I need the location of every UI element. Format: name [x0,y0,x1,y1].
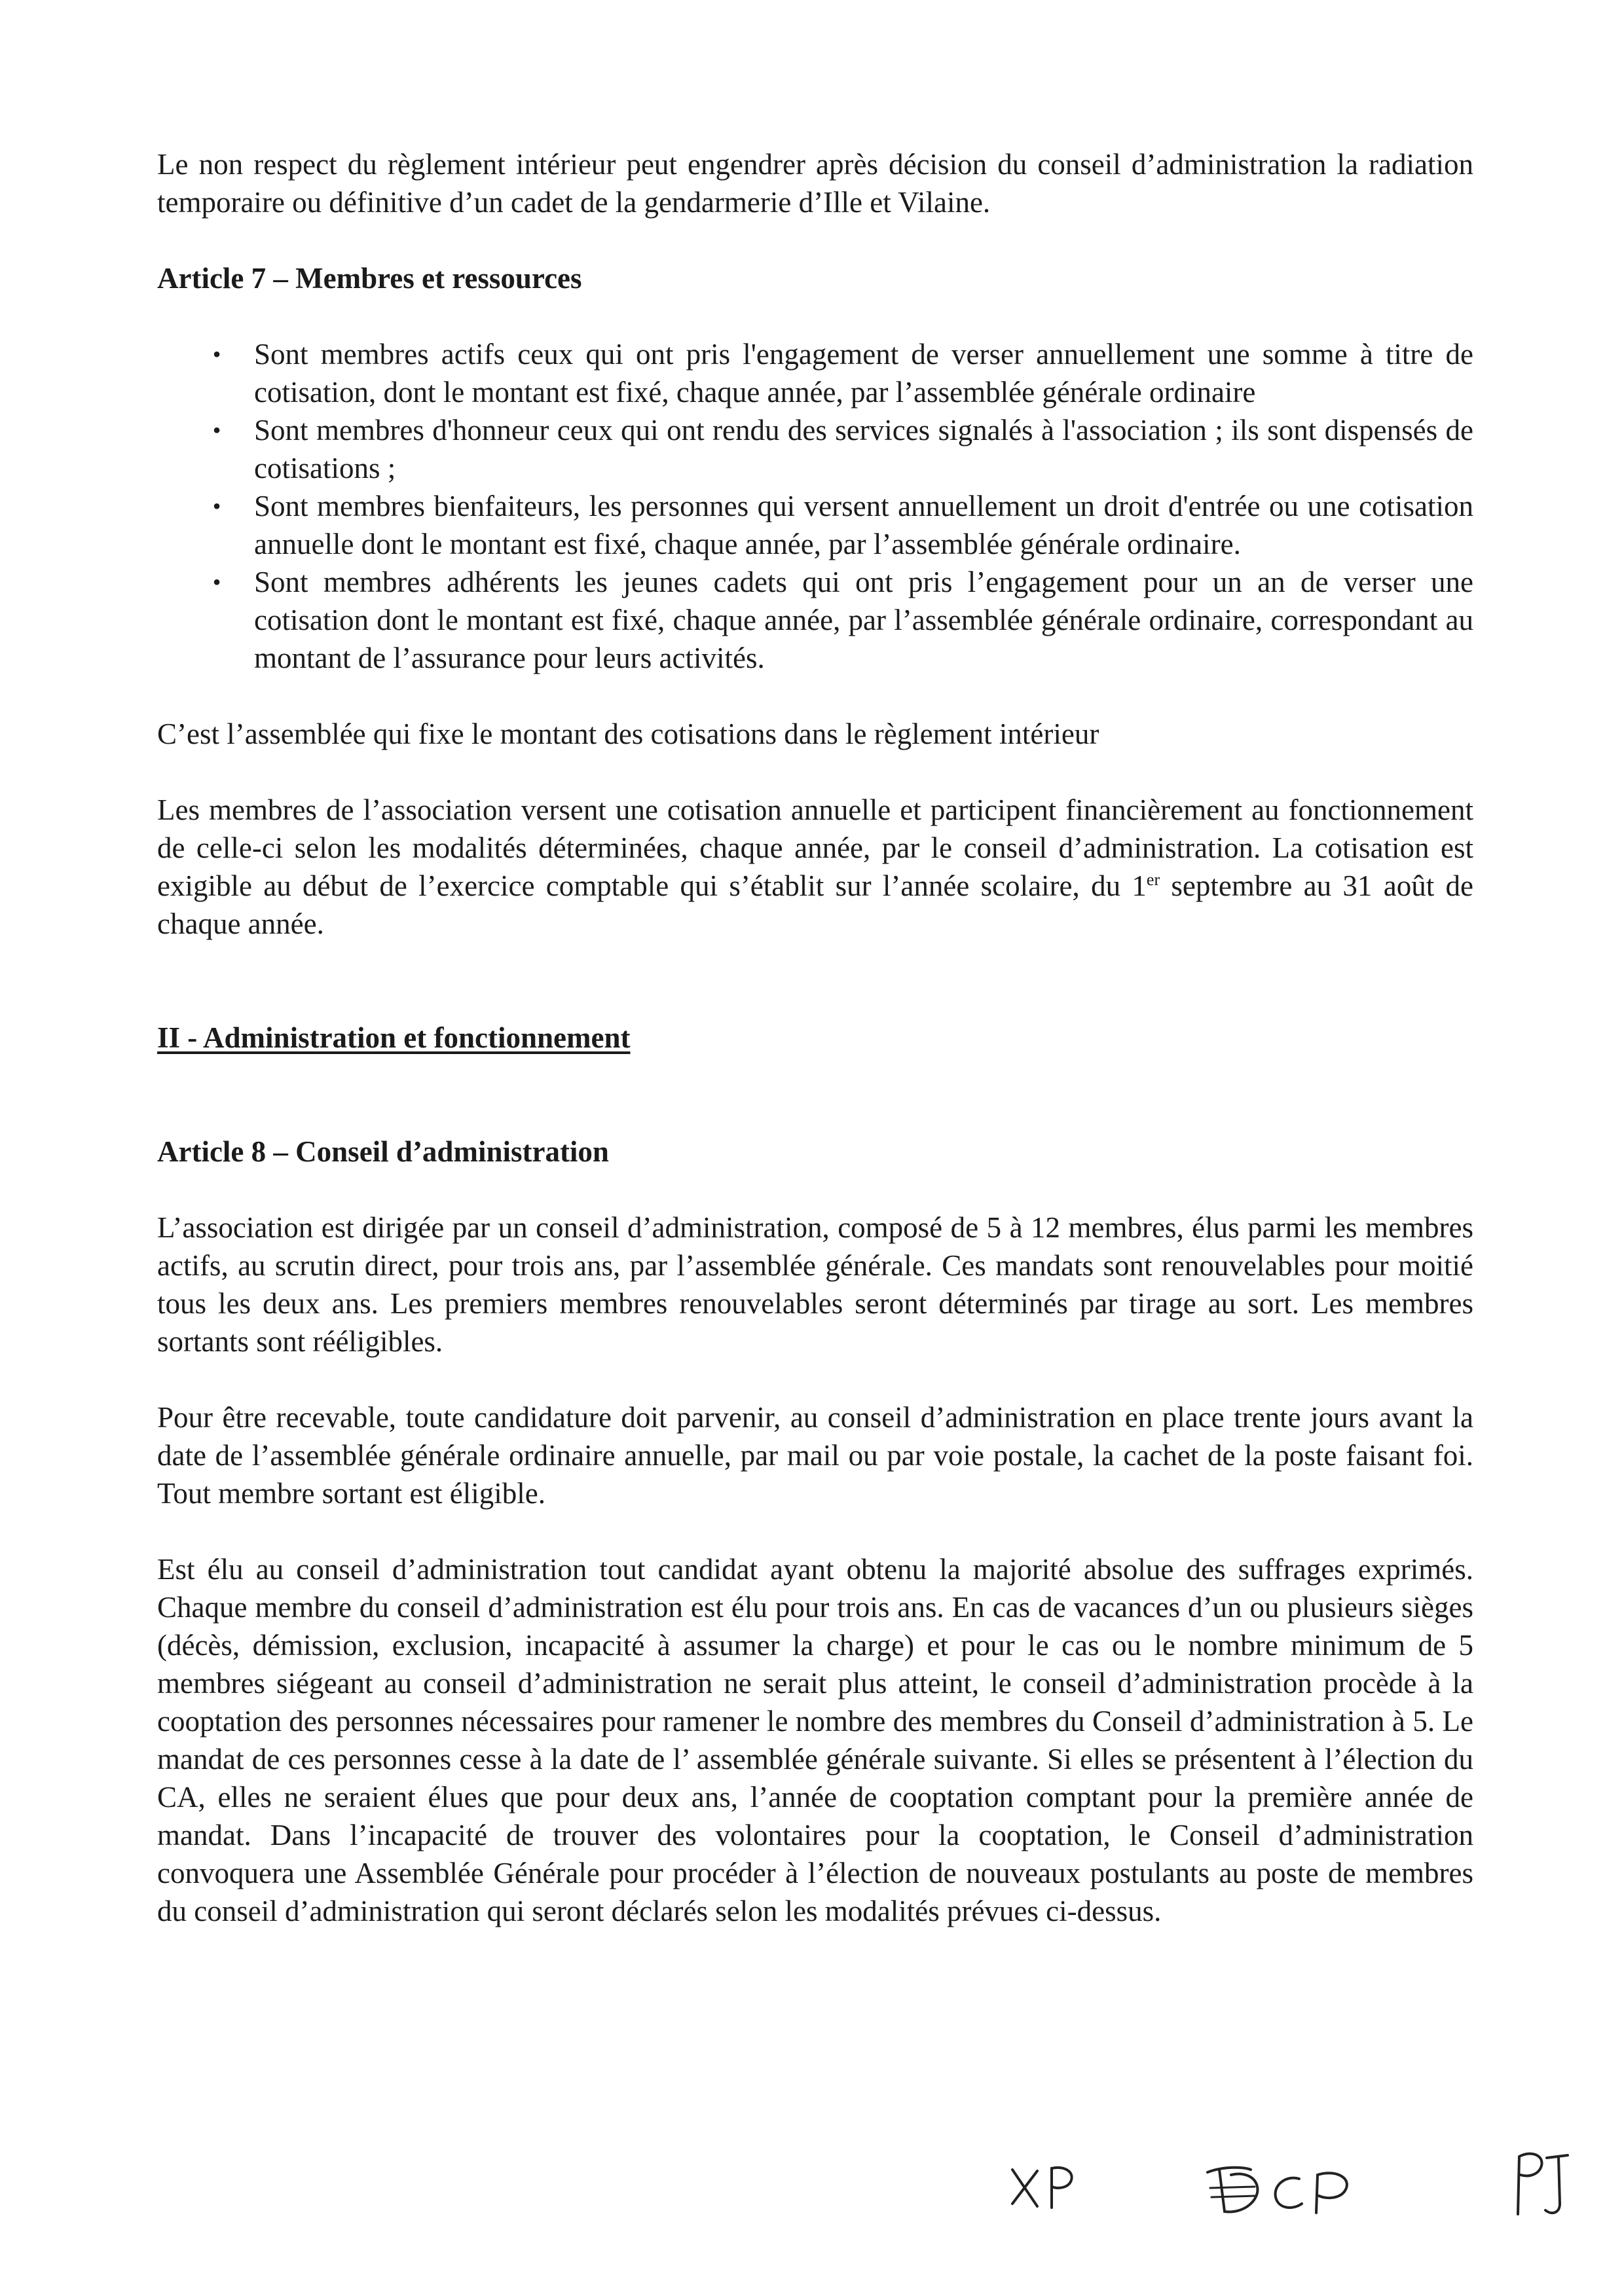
list-item: • Sont membres actifs ceux qui ont pris l'engagement de verser annuellement une somme à titre de cotisation, dont le montant est fixé, chaque année, par l’assemblée générale ordinaire [157,335,1473,411]
article-8-paragraph-2: Pour être recevable, toute candidature doit parvenir, au conseil d’administration en place trente jours avant la date de l’assemblée générale ordinaire annuelle, par mail ou par voie postale, la cachet de la poste faisant foi. Tout membre sortant est éligible. [157,1401,1473,1510]
bullet-icon: • [212,569,221,595]
article-8-heading: Article 8 – Conseil d’administration [157,1135,609,1168]
handwritten-initials-dcp [1205,2160,1362,2219]
ordinal-superscript: er [1146,870,1160,889]
intro-paragraph: Le non respect du règlement intérieur peut engendrer après décision du conseil d’administration la radiation temporaire ou définitive d’un cadet de la gendarmerie d’Ille et Vilaine. [157,148,1473,219]
article-8-paragraph-1: L’association est dirigée par un conseil d’administration, composé de 5 à 12 membres, élus parmi les membres actifs, au scrutin direct, pour trois ans, par l’assemblée générale. Ces mandats sont renouvelables pour moitié tous les deux ans. Les premiers membres renouvelables seront déterminés par tirage au sort. Les membres sortants sont rééligibles. [157,1211,1473,1358]
initials-xp-drawing [1008,2160,1080,2213]
article-7-member-list [157,335,1473,677]
section-2-title: II - Administration et fonctionnement [157,1021,631,1054]
list-item: • Sont membres adhérents les jeunes cadets qui ont pris l’engagement pour un an de verser une cotisation dont le montant est fixé, chaque année, par l’assemblée générale ordinaire, correspondant au montant de l’assurance pour leurs activités. [157,563,1473,677]
bullet-icon: • [212,341,221,367]
list-item: • Sont membres bienfaiteurs, les personnes qui versent annuellement un droit d'entrée ou une cotisation annuelle dont le montant est fixé, chaque année, par l’assemblée générale ordinaire. [157,487,1473,563]
article-8-paragraph-3: Est élu au conseil d’administration tout candidat ayant obtenu la majorité absolue des suffrages exprimés. Chaque membre du conseil d’administration est élu pour trois ans. En cas de vacances d’un ou plusieurs sièges (décès, démission, exclusion, incapacité à assumer la charge) et pour le cas ou le nombre minimum de 5 membres siégeant au conseil d’administration ne serait plus atteint, le conseil d’administration procède à la cooptation des personnes nécessaires pour ramener le nombre des membres du Conseil d’administration à 5. Le mandat de ces personnes cesse à la date de l’ assemblée générale suivante. Si elles se présentent à l’élection du CA, elles ne seraient élues que pour deux ans, l’année de cooptation comptant pour la première année de mandat. Dans l’incapacité de trouver des volontaires pour la cooptation, le Conseil d’administration convoquera une Assemblée Générale pour procéder à l’élection de nouveaux postulants au poste de membres du conseil d’administration qui seront déclarés selon les modalités prévues ci-dessus. [157,1553,1473,1927]
bullet-icon: • [212,417,221,443]
initials-dcp-drawing [1205,2160,1362,2219]
handwritten-initials-xp [1008,2160,1080,2213]
initials-pj-drawing [1513,2147,1572,2219]
handwritten-initials-pj [1513,2147,1572,2219]
article-7-heading: Article 7 – Membres et ressources [157,262,582,295]
page-content [157,145,1473,1930]
bullet-icon: • [212,493,221,519]
article-7-paragraph-1: C’est l’assemblée qui fixe le montant des cotisations dans le règlement intérieur [157,718,1099,750]
list-item: • Sont membres d'honneur ceux qui ont rendu des services signalés à l'association ; ils sont dispensés de cotisations ; [157,411,1473,487]
article-7-paragraph-2: Les membres de l’association versent une cotisation annuelle et participent financièrement au fonctionnement de celle-ci selon les modalités déterminées, chaque année, par le conseil d’administration. La cotisation est exigible au début de l’exercice comptable qui s’établit sur l’année scolaire, du 1er septembre au 31 août de chaque année. [157,793,1474,940]
